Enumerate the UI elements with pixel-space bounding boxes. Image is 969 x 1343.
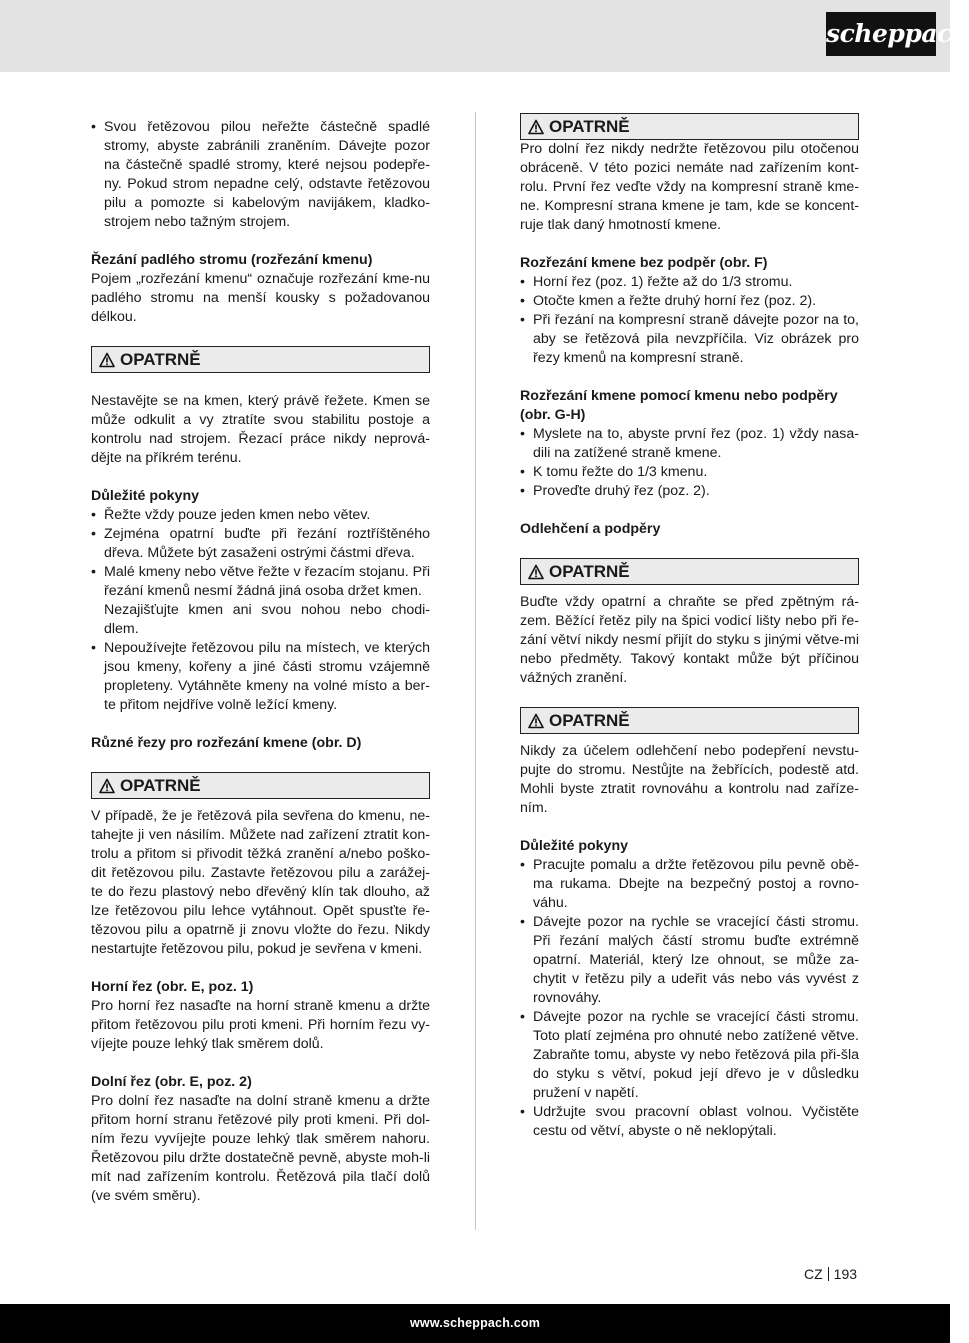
section-heading: Řezání padlého stromu (rozřezání kmenu) xyxy=(91,252,373,268)
section-heading: Důležité pokyny xyxy=(520,838,629,854)
list-item: • Myslete na to, abyste první řez (poz. 1) vždy nasa-dili na zatížené straně kmene. xyxy=(520,425,859,463)
caution-label: OPATRNĚ xyxy=(549,117,630,136)
paragraph: Pro horní řez nasaďte na horní straně kmenu a držte přitom řetězovou pilu proti kmeni. Při horním řezu vy-víjejte pouze lehký tlak směrem dolů. xyxy=(91,998,430,1052)
caution-label: OPATRNĚ xyxy=(120,776,201,795)
bullet-list xyxy=(520,425,859,501)
bullet-list xyxy=(91,118,430,232)
page-number-value: 193 xyxy=(833,1266,858,1282)
paragraph: Nikdy za účelem odlehčení nebo podepření nevstu-pujte do stromu. Nestůjte na žebřících, podestě atd. Mohli byste ztratit rovnováhu a kontrolu nad zaříze-ním. xyxy=(520,743,859,816)
list-item: • Dávejte pozor na rychle se vracející části stromu. Toto platí zejména pro ohnuté nebo zatížené větve. Zabraňte tomu, abyste vy nebo řetězová pila při-šla do styku s větví, pokud její dřevo je v důsledku pružení v napětí. xyxy=(520,1008,859,1103)
list-item: • K tomu řežte do 1/3 kmenu. xyxy=(520,463,859,482)
list-item xyxy=(91,563,430,639)
caution-label: OPATRNĚ xyxy=(549,562,630,581)
list-item: • Nepoužívejte řetězovou pilu na místech, ve kterých jsou kmeny, kořeny a jiné části stromu vzájemně propleteny. Vytáhněte kmeny na volné místo a ber-te přitom nejdříve volně ležící kmeny. xyxy=(91,639,430,715)
website-link[interactable]: www.scheppach.com xyxy=(409,1316,541,1330)
warning-triangle-icon xyxy=(99,778,115,794)
paragraph: Pojem „rozřezání kmenu“ označuje rozřezání kme-nu padlého stromu na menší kousky s požadovanou délkou. xyxy=(91,271,430,325)
bullet-list xyxy=(520,273,859,368)
list-item-text: Nezajišťujte kmen ani svou nohou nebo chodi-dlem. xyxy=(104,602,430,637)
caution-label: OPATRNĚ xyxy=(120,350,201,369)
footer-bar xyxy=(0,1304,950,1343)
list-item: • Proveďte druhý řez (poz. 2). xyxy=(520,482,859,501)
separator xyxy=(828,1267,829,1281)
section-heading: Odlehčení a podpěry xyxy=(520,521,661,537)
page-number xyxy=(804,1266,857,1282)
paragraph: Pro dolní řez nikdy nedržte řetězovou pilu otočenou obráceně. V této pozici nemáte nad zařízením kont-rolu. První řez veďte vždy na kompresní straně kme-ne. Kompresní strana kmene je tam, kde se koncent-ruje tlak daný hmotností kmene. xyxy=(520,141,859,233)
caution-box xyxy=(520,707,859,734)
list-item: • Dávejte pozor na rychle se vracející části stromu. Při řezání malých částí stromu buďte extrémně opatrní. Materiál, který lze ohnout, se může za-chytit v řetězu pily a udeřit vás nebo vás vyvést z rovnováhy. xyxy=(520,913,859,1008)
paragraph: V případě, že je řetězová pila sevřena do kmenu, ne-tahejte ji ven násilím. Můžete nad zařízení ztratit kon-trolu a přitom si přivodit těžká zranění a/nebo poško-dit řetězovou pilu. Zastavte řetězovou pilu a zarážej-te do řezu plastový nebo dřevěný klín tak dlouho, až lze řetězovou pilu lehce vytáhnout. Opět spusťte ře-tězovou pilu a opatrně ji znovu vložte do řezu. Nikdy nestartujte řetězovou pilu, pokud je sevřena v kmeni. xyxy=(91,808,430,957)
paragraph: Pro dolní řez nasaďte na dolní straně kmenu a držte přitom horní stranu řetězové pily proti kmeni. Při dol-ním řezu vyvíjejte pouze lehký tlak směrem nahoru. Řetězovou pilu držte dostatečně pevně, abyste moh-li mít nad zařízením kontrolu. Řetězová pila tlačí dolů (ve svém směru). xyxy=(91,1093,430,1204)
section-heading: Horní řez (obr. E, poz. 1) xyxy=(91,979,254,995)
section-heading: Důležité pokyny xyxy=(91,488,200,504)
warning-triangle-icon xyxy=(528,564,544,580)
left-column xyxy=(91,118,430,1206)
caution-box xyxy=(520,113,859,140)
language-code: CZ xyxy=(804,1266,823,1282)
list-item: • Řežte vždy pouze jeden kmen nebo větev. xyxy=(91,506,430,525)
list-item: • Při řezání na kompresní straně dávejte pozor na to, aby se řetězová pila nevzpříčila. Viz obrázek pro řezy kmenů na kompresní straně. xyxy=(520,311,859,368)
list-item: • Svou řetězovou pilou neřežte částečně spadlé stromy, abyste zabránili zraněním. Dávejte pozor na částečně spadlé stromy, které nejsou podepře-ny. Pokud strom nepadne celý, odstavte řetězovou pilu a pomozte si kabelovým navijákem, kladko-strojem nebo tažným strojem. xyxy=(91,118,430,232)
caution-box xyxy=(91,772,430,799)
caution-box xyxy=(520,558,859,585)
bullet-list xyxy=(91,506,430,715)
warning-triangle-icon xyxy=(528,713,544,729)
section-heading: Dolní řez (obr. E, poz. 2) xyxy=(91,1074,252,1090)
paragraph: Buďte vždy opatrní a chraňte se před zpětným rá-zem. Běžící řetěz pily na špici vodicí lišty nebo při ře-zání větví nikdy nesmí přijít do styku s jinými větve-mi nebo předměty. Takový kontakt může být příčinou vážných zranění. xyxy=(520,594,859,686)
list-item: • Pracujte pomalu a držte řetězovou pilu pevně obě-ma rukama. Dbejte na bezpečný postoj a rovno-váhu. xyxy=(520,856,859,913)
list-item: • Horní řez (poz. 1) řežte až do 1/3 stromu. xyxy=(520,273,859,292)
caution-label: OPATRNĚ xyxy=(549,711,630,730)
list-item: • Zejména opatrní buďte při řezání roztříštěného dřeva. Můžete být zasaženi ostrými částmi dřeva. xyxy=(91,525,430,563)
brand-logo: scheppach xyxy=(826,12,936,56)
list-item: • Otočte kmen a řežte druhý horní řez (poz. 2). xyxy=(520,292,859,311)
bullet-list xyxy=(520,856,859,1141)
column-divider xyxy=(475,112,476,1230)
warning-triangle-icon xyxy=(99,352,115,368)
right-column xyxy=(520,113,859,1141)
paragraph: Nestavějte se na kmen, který právě řežete. Kmen se může odkulit a vy ztratíte svou stabilitu postoje a kontrolu nad strojem. Řezací práce nikdy neprová-dějte na příkrém terénu. xyxy=(91,393,430,466)
section-heading: Různé řezy pro rozřezání kmene (obr. D) xyxy=(91,735,362,751)
warning-triangle-icon xyxy=(528,119,544,135)
section-heading: Rozřezání kmene bez podpěr (obr. F) xyxy=(520,255,768,271)
caution-box xyxy=(91,346,430,373)
list-item-text: • Malé kmeny nebo větve řežte v řezacím stojanu. Při řezání kmenů nesmí žádná jiná osoba držet kmen. xyxy=(104,564,430,599)
section-heading: Rozřezání kmene pomocí kmenu nebo podpěry (obr. G-H) xyxy=(520,388,838,423)
header-bar xyxy=(0,0,950,72)
list-item: • Udržujte svou pracovní oblast volnou. Vyčistěte cestu od větví, abyste o ně neklopýtali. xyxy=(520,1103,859,1141)
